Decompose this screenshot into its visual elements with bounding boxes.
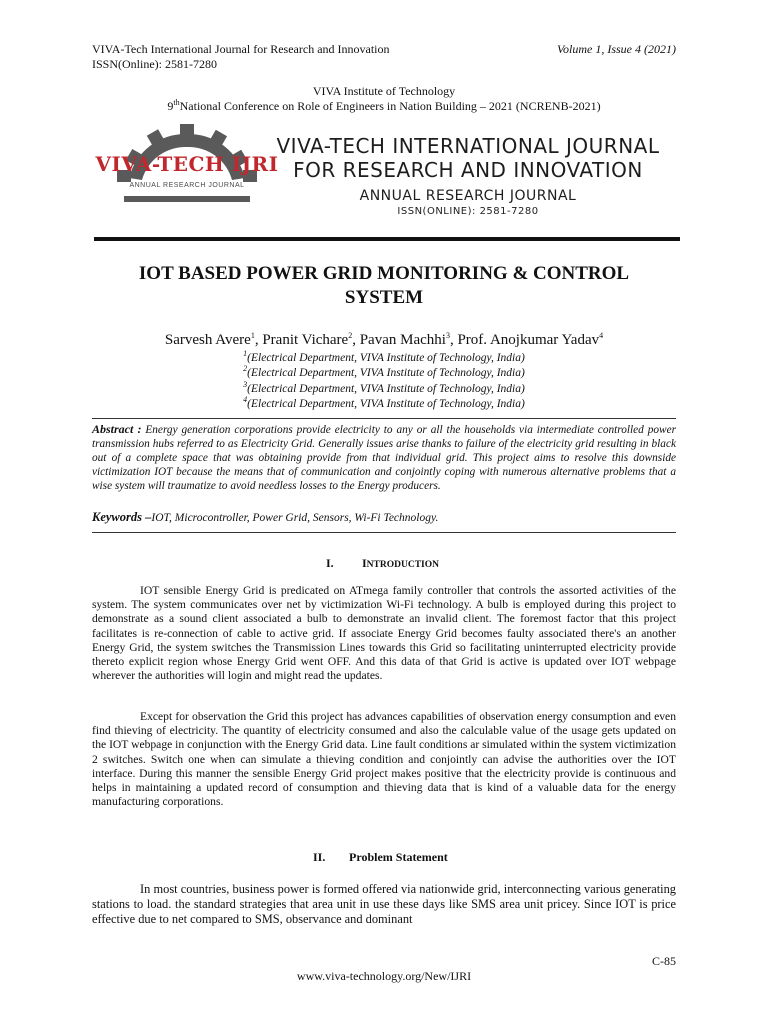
logo-brand: VIVA-TECH IJRI bbox=[95, 152, 279, 176]
conference-line: 9thNational Conference on Role of Engineers in Nation Building – 2021 (NCRENB-2021) bbox=[167, 98, 601, 113]
section-1-number: I. bbox=[326, 556, 334, 570]
intro-paragraph-1: IOT sensible Energy Grid is predicated on ATmega family controller that controls the assorted activities of the system. The system communicates over net by victimization Wi-Fi technology. A bulb is employed during this project to demonstrate as a sound client associated a bulb to demonstrate an invalid client. The foremost factor that this project facilitates is re-connection of cable to active grid. If associate Energy Grid becomes faulty associated there's an another Energy Grid, the system switches the Transmission Lines towards this Grid so facilitating uninterrupted electricity provide thereto explicit region whose Energy Grid went OFF. And this data of that Grid is active is updated over IOT webpage wherever the authorities will login and might read the updates. bbox=[92, 584, 676, 683]
affiliation-1: $^1$(Electrical Department, VIVA Institute of Technology, India) bbox=[243, 349, 525, 364]
paper-title: IOT BASED POWER GRID MONITORING & CONTROL SYSTEM bbox=[138, 263, 630, 308]
author-4: Prof. Anojkumar Yadav$^4$ bbox=[457, 331, 604, 348]
footer-url[interactable]: www.viva-technology.org/New/IJRI bbox=[296, 969, 472, 983]
keywords-label: Keywords – bbox=[92, 510, 152, 524]
section-1-heading: INTRODUCTION bbox=[362, 556, 439, 570]
header-divider bbox=[94, 237, 680, 241]
affiliation-3: $^3$(Electrical Department, VIVA Institute of Technology, India) bbox=[243, 379, 525, 395]
keywords-line: Keywords –IOT, Microcontroller, Power Grid, Sensors, Wi-Fi Technology. bbox=[92, 510, 439, 524]
journal-issn: ISSN(ONLINE): 2581-7280 bbox=[397, 206, 539, 217]
abstract-paragraph: Abstract : Energy generation corporations provide electricity to any or all the households via intermediate controlled power transmission hubs referred to as Electricity Grid. Generally issues arise thanks to failure of the electricity grid resulting in black out of a complete space that was obtaining provide from that individual grid. This project aims to resolve this downside victimization IOT because the means that of communication and conjointly coping with numerous alternative problems that a wise system will traumatize to avoid needless losses to the Energy producers. bbox=[92, 422, 676, 492]
author-3: Pavan Machhi$^3$, bbox=[359, 331, 458, 348]
problem-paragraph-1: In most countries, business power is formed offered via nationwide grid, interconnecting various generating stations to load. the standard strategies that area unit in use these days like SMS area unit pricey. Since IOT is price effective due to net compared to SMS, observance and dominant bbox=[92, 882, 676, 926]
journal-title-line1: VIVA-TECH INTERNATIONAL JOURNAL bbox=[276, 134, 660, 158]
journal-header-line: VIVA-Tech International Journal for Research and Innovation bbox=[92, 42, 390, 56]
section-2-heading: Problem Statement bbox=[349, 850, 448, 864]
author-1: Sarvesh Avere$^1$, bbox=[164, 331, 263, 348]
abstract-bottom-rule bbox=[92, 532, 676, 533]
affiliation-list bbox=[0, 351, 768, 412]
logo-tagline: ANNUAL RESEARCH JOURNAL bbox=[129, 182, 245, 189]
institute-name: VIVA Institute of Technology bbox=[312, 84, 456, 98]
abstract-label: Abstract : bbox=[92, 422, 142, 436]
affiliation-4: $^4$(Electrical Department, VIVA Institute of Technology, India) bbox=[243, 395, 525, 410]
page-number: C-85 bbox=[652, 954, 676, 968]
affiliation-2: $^2$(Electrical Department, VIVA Institute of Technology, India) bbox=[243, 364, 525, 380]
intro-paragraph-2: Except for observation the Grid this project has advances capabilities of observation energy consumption and even find thieving of electricity. The quantity of electricity consumed and also the calculable value of the usage gets updated on the IOT webpage in conjunction with the Energy Grid data. Line fault conditions ar simulated within the system victimization 2 switches. Switch one when can simulate a thieving condition and conjointly can advise the authorities over the IOT interface. During this manner the sensible Energy Grid project makes positive that the electricity provide is continuous and helps in maintaining a updated record of consumption and thieving data that is kind of a valuable data for the energy manufacturing corporations. bbox=[92, 710, 676, 809]
section-2-number: II. bbox=[313, 850, 326, 864]
abstract-top-rule bbox=[92, 418, 676, 419]
author-list bbox=[0, 332, 768, 349]
gear-logo-icon bbox=[92, 120, 282, 232]
issn-header-line: ISSN(Online): 2581-7280 bbox=[92, 57, 217, 71]
author-2: Pranit Vichare$^2$, bbox=[262, 331, 360, 348]
volume-issue: Volume 1, Issue 4 (2021) bbox=[557, 42, 676, 56]
journal-title-line2: FOR RESEARCH AND INNOVATION bbox=[293, 158, 643, 182]
journal-subtitle: ANNUAL RESEARCH JOURNAL bbox=[359, 188, 577, 204]
journal-logo bbox=[92, 120, 282, 232]
